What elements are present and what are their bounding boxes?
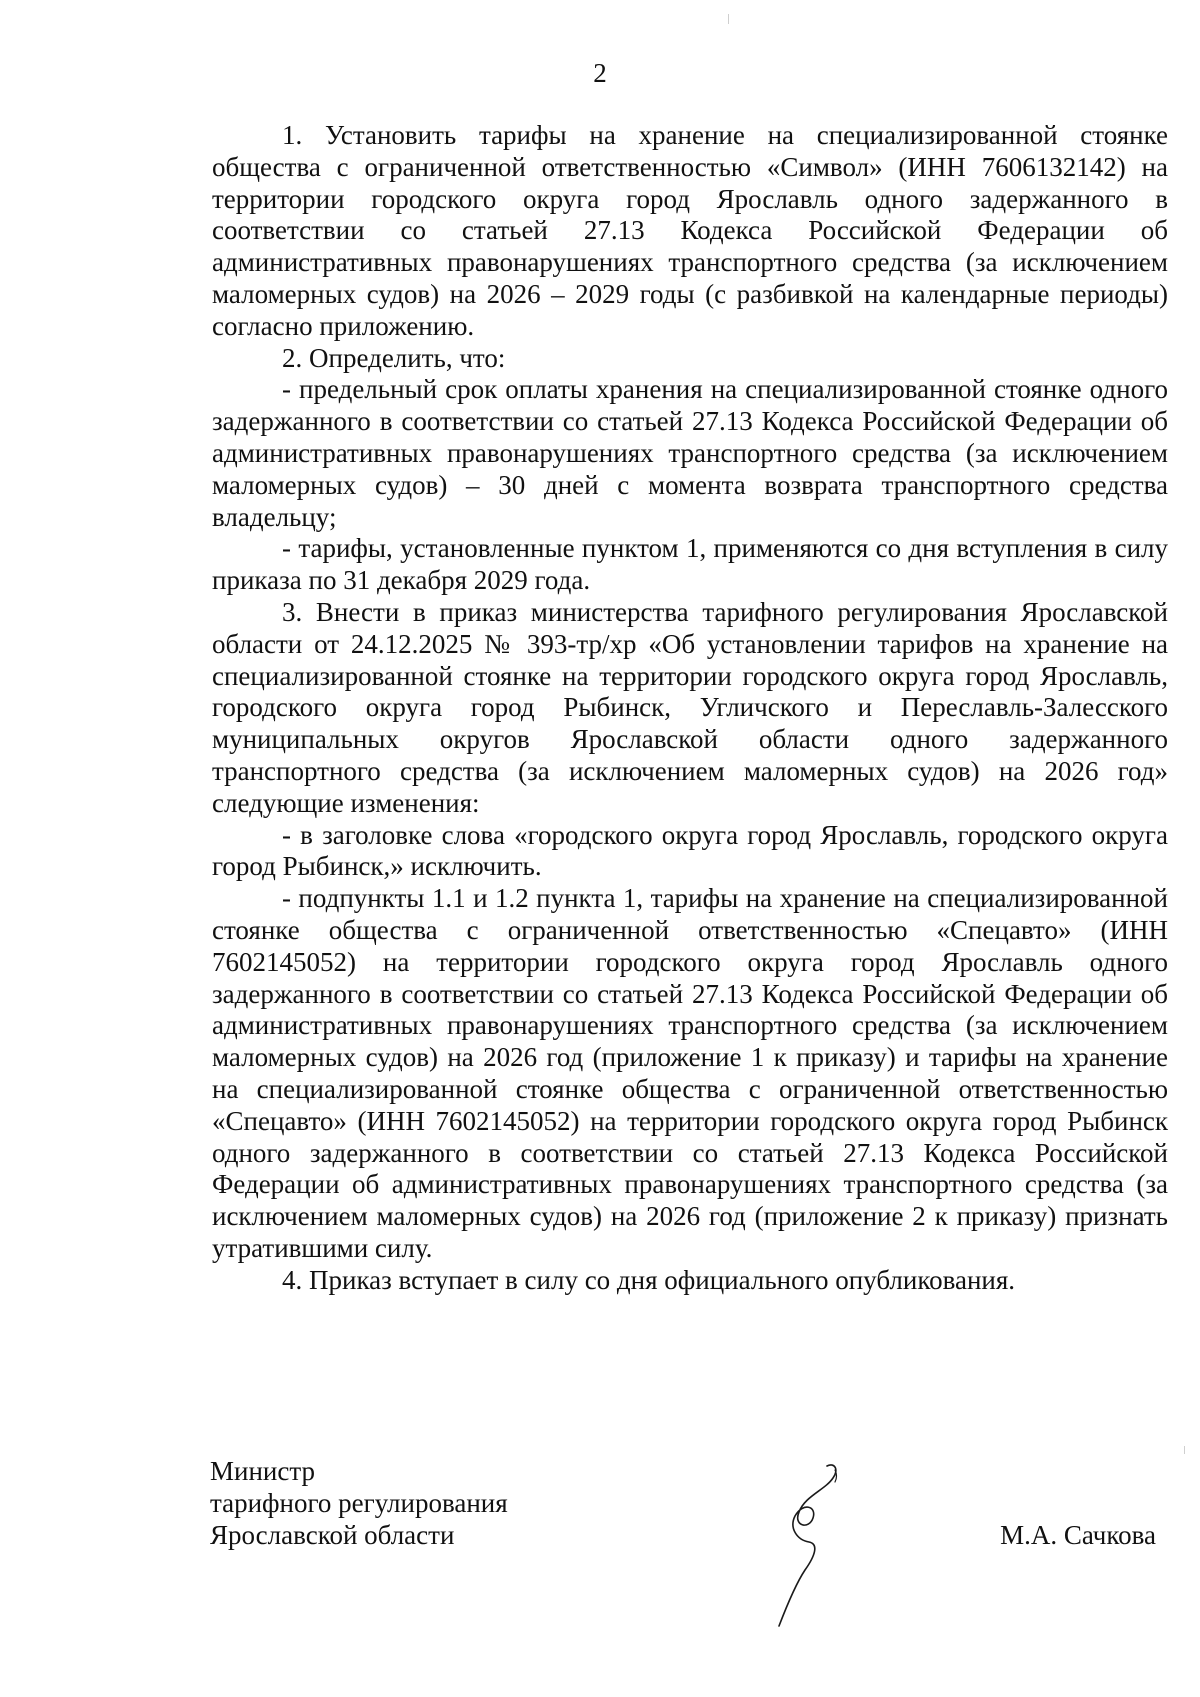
paragraph-item-1: 1. Установить тарифы на хранение на специализированной стоянке общества с ограниченной ответственностью «Символ» (ИНН 7606132142) на территории городского округа город Ярославль одного задержанного в соответствии со статьей 27.13 Кодекса Российской Федерации об административных правонарушениях транспортного средства (за исключением маломерных судов) на 2026 – 2029 годы (с разбивкой на календарные периоды) согласно приложению.	[212, 120, 1168, 341]
handwritten-signature	[775, 1460, 855, 1630]
page-number: 2	[593, 58, 607, 88]
scan-mark	[1184, 1446, 1185, 1454]
paragraph-item-4: 4. Приказ вступает в силу со дня официального опубликования.	[282, 1264, 1016, 1295]
signature-block	[210, 1455, 1170, 1551]
paragraph-subitem-title-change: - в заголовке слова «городского округа город Ярославль, городского округа город Рыбинск,» исключить.	[212, 819, 1168, 882]
paragraph-item-2: 2. Определить, что:	[282, 342, 506, 373]
signatory-title-line: Ярославской области	[210, 1520, 455, 1550]
paragraph-item-3: 3. Внести в приказ министерства тарифного регулирования Ярославской области от 24.12.2025 № 393-тр/хр «Об установлении тарифов на хранение на специализированной стоянке на территории городского округа город Ярославль, городского округа город Рыбинск, Угличского и Переславль-Залесского муниципальных округов Ярославской области одного задержанного транспортного средства (за исключением маломерных судов) на 2026 год» следующие изменения:	[212, 596, 1168, 818]
paragraph-subitem-invalidation: - подпункты 1.1 и 1.2 пункта 1, тарифы на хранение на специализированной стоянке общества с ограниченной ответственностью «Спецавто» (ИНН 7602145052) на территории городского округа город Ярославль одного задержанного в соответствии со статьей 27.13 Кодекса Российской Федерации об административных правонарушениях транспортного средства (за исключением маломерных судов) на 2026 год (приложение 1 к приказу) и тарифы на хранение на специализированной стоянке общества с ограниченной ответственностью «Спецавто» (ИНН 7602145052) на территории городского округа город Рыбинск одного задержанного в соответствии со статьей 27.13 Кодекса Российской Федерации об административных правонарушениях транспортного средства (за исключением маломерных судов) на 2026 год (приложение 2 к приказу) признать утратившими силу.	[212, 883, 1168, 1263]
scan-mark	[728, 14, 729, 24]
signatory-name: М.А. Сачкова	[1000, 1520, 1156, 1550]
document-body	[212, 120, 1168, 1296]
paragraph-subitem-tariff-period: - тарифы, установленные пунктом 1, применяются со дня вступления в силу приказа по 31 декабря 2029 года.	[212, 533, 1168, 596]
paragraph-subitem-payment-term: - предельный срок оплаты хранения на специализированной стоянке одного задержанного в соответствии со статьей 27.13 Кодекса Российской Федерации об административных правонарушениях транспортного средства (за исключением маломерных судов) – 30 дней с момента возврата транспортного средства владельцу;	[212, 374, 1168, 532]
signatory-title-line: тарифного регулирования	[210, 1488, 508, 1518]
signatory-title-line: Министр	[210, 1456, 315, 1486]
